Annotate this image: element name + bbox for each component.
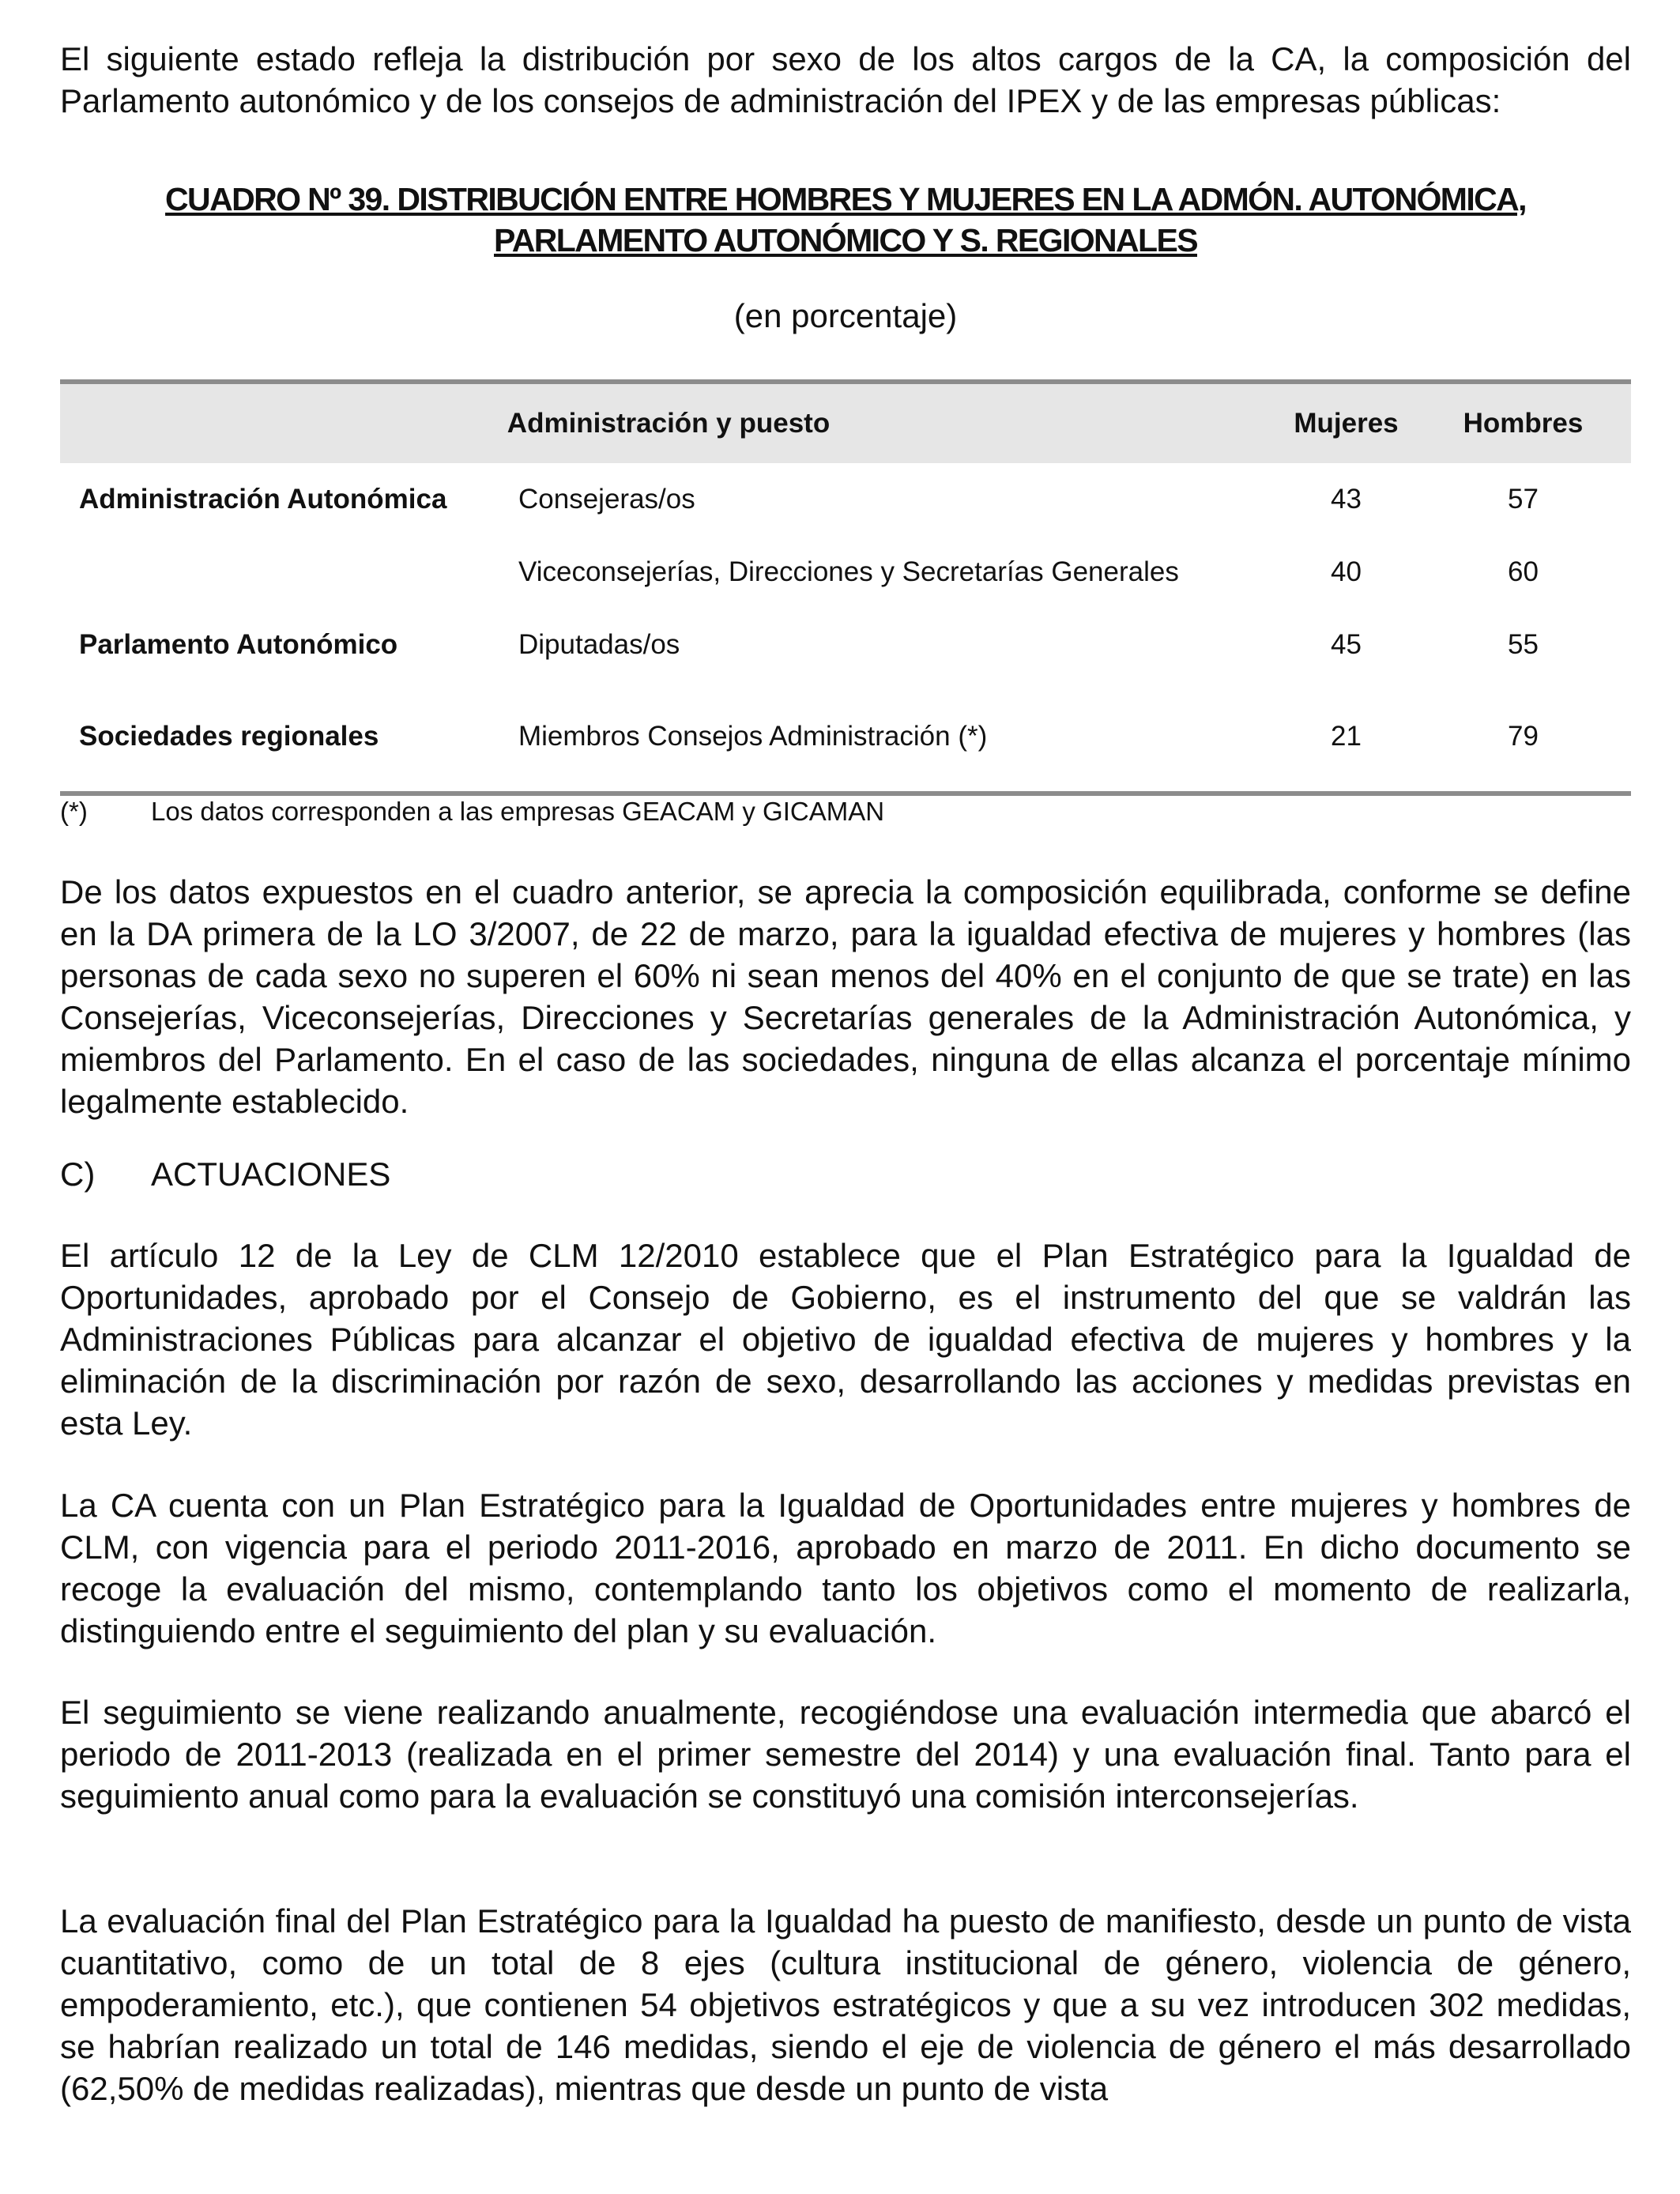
distribution-table	[60, 379, 1631, 796]
paragraph-ley-clm: El artículo 12 de la Ley de CLM 12/2010 establece que el Plan Estratégico para la Igualdad de Oportunidades, aprobado por el Consejo de Gobierno, es el instrumento del que se valdrán las Administraciones Públicas para alcanzar el objetivo de igualdad efectiva de mujeres y hombres y la eliminación de la discriminación por razón de sexo, desarrollando las acciones y medidas previstas en esta Ley.	[60, 1237, 1631, 1442]
table-row	[60, 536, 1631, 609]
cell-hombres: 60	[1508, 556, 1539, 587]
footnote-mark: (*)	[60, 797, 88, 826]
table-header-row	[60, 382, 1631, 463]
table-row	[60, 463, 1631, 536]
table-subtitle: (en porcentaje)	[733, 297, 958, 334]
cell-administracion: Sociedades regionales	[60, 681, 518, 794]
cell-mujeres: 40	[1331, 556, 1362, 587]
cell-puesto: Consejeras/os	[518, 484, 695, 515]
table-title	[60, 179, 1631, 261]
cell-mujeres: 21	[1277, 681, 1415, 794]
section-mark: C)	[60, 1155, 96, 1193]
table-row	[60, 609, 1631, 681]
footnote-text: Los datos corresponden a las empresas GEACAM y GICAMAN	[151, 797, 885, 826]
header-hombres: Hombres	[1415, 382, 1631, 463]
cell-hombres: 57	[1508, 484, 1539, 515]
cell-administracion: Parlamento Autonómico	[79, 629, 398, 660]
section-heading	[60, 1155, 390, 1193]
cell-hombres: 55	[1508, 629, 1539, 660]
cell-administracion	[60, 536, 518, 609]
cell-administracion: Administración Autonómica	[79, 484, 447, 515]
table-row	[60, 681, 1631, 794]
cell-mujeres: 43	[1331, 484, 1362, 515]
table-footnote	[60, 797, 884, 827]
section-title: ACTUACIONES	[151, 1155, 391, 1193]
cell-puesto: Diputadas/os	[518, 629, 680, 660]
table-title-line-1: CUADRO Nº 39. DISTRIBUCIÓN ENTRE HOMBRES Y MUJERES EN LA ADMÓN. AUTONÓMICA,	[165, 181, 1526, 217]
header-admin-puesto: Administración y puesto	[60, 382, 1277, 463]
paragraph-seguimiento: El seguimiento se viene realizando anualmente, recogiéndose una evaluación intermedia que abarcó el periodo de 2011-2013 (realizada en el primer semestre del 2014) y una evaluación final. Tanto para el seguimiento anual como para la evaluación se constituyó una comisión interconsejerías.	[60, 1694, 1631, 1815]
header-mujeres: Mujeres	[1277, 382, 1415, 463]
cell-mujeres: 45	[1331, 629, 1362, 660]
cell-puesto: Viceconsejerías, Direcciones y Secretarías Generales	[518, 556, 1179, 587]
cell-puesto: Miembros Consejos Administración (*)	[518, 681, 1277, 794]
table-title-line-2: PARLAMENTO AUTONÓMICO Y S. REGIONALES	[494, 222, 1197, 258]
intro-paragraph: El siguiente estado refleja la distribución por sexo de los altos cargos de la CA, la composición del Parlamento autonómico y de los consejos de administración del IPEX y de las empresas públicas:	[60, 40, 1631, 119]
cell-hombres: 79	[1415, 681, 1631, 794]
paragraph-analysis: De los datos expuestos en el cuadro anterior, se aprecia la composición equilibrada, conforme se define en la DA primera de la LO 3/2007, de 22 de marzo, para la igualdad efectiva de mujeres y hombres (las personas de cada sexo no superen el 60% ni sean menos del 40% en el conjunto de que se trate) en las Consejerías, Viceconsejerías, Direcciones y Secretarías generales de la Administración Autonómica, y miembros del Parlamento. En el caso de las sociedades, ninguna de ellas alcanza el porcentaje mínimo legalmente establecido.	[60, 873, 1631, 1120]
paragraph-plan-estrategico: La CA cuenta con un Plan Estratégico para la Igualdad de Oportunidades entre mujeres y hombres de CLM, con vigencia para el periodo 2011-2016, aprobado en marzo de 2011. En dicho documento se recoge la evaluación del mismo, contemplando tanto los objetivos como el momento de realizarla, distinguiendo entre el seguimiento del plan y su evaluación.	[60, 1487, 1631, 1649]
paragraph-evaluacion-final: La evaluación final del Plan Estratégico para la Igualdad ha puesto de manifiesto, desde un punto de vista cuantitativo, como de un total de 8 ejes (cultura institucional de género, violencia de género, empoderamiento, etc.), que contienen 54 objetivos estratégicos y que a su vez introducen 302 medidas, se habrían realizado un total de 146 medidas, siendo el eje de violencia de género el más desarrollado (62,50% de medidas realizadas), mientras que desde un punto de vista	[60, 1902, 1631, 2107]
